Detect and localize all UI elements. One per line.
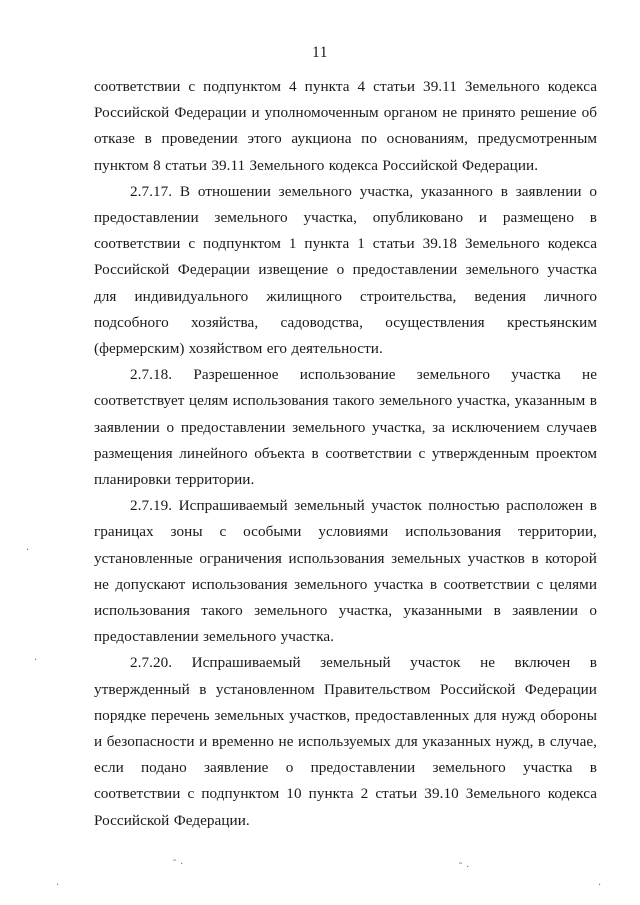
scan-speck: · <box>56 880 60 891</box>
page-number: 11 <box>312 44 328 61</box>
scan-speck: · <box>34 655 38 666</box>
paragraph-2-7-20: 2.7.20. Испрашиваемый земельный участок не включен в утвержденный в установленном Правительством Российской Федерации порядке перечень земельных участков, предоставленных для нужд обороны и безопасности и временно не используемых для указанных нужд, в случае, если подано заявление о предоставлении земельного участка в соответствии с подпунктом 10 пункта 2 статьи 39.10 Земельного кодекса Российской Федерации. <box>94 654 597 829</box>
scan-speck: · <box>26 545 30 556</box>
paragraph-2-7-17: 2.7.17. В отношении земельного участка, указанного в заявлении о предоставлении земельного участка, опубликовано и размещено в соответствии с подпунктом 1 пункта 1 статьи 39.18 Земельного кодекса Российской Федерации извещение о предоставлении земельного участка для индивидуального жилищного строительства, ведения личного подсобного хозяйства, садоводства, осуществления крестьянским (фермерским) хозяйством его деятельности. <box>94 182 597 358</box>
scan-speck: ˜ · <box>172 859 184 870</box>
paragraph-continuation: соответствии с подпунктом 4 пункта 4 статьи 39.11 Земельного кодекса Российской Федерации и уполномоченным органом не принято решение об отказе в проведении этого аукциона по основаниям, предусмотренным пунктом 8 статьи 39.11 Земельного кодекса Российской Федерации. <box>94 78 597 174</box>
scan-speck: · <box>598 880 602 891</box>
scan-speck: ˜ · <box>458 862 470 873</box>
paragraph-2-7-18: 2.7.18. Разрешенное использование земельного участка не соответствует целям использования такого земельного участка, указанным в заявлении о предоставлении земельного участка, за исключением случаев размещения линейного объекта в соответствии с утвержденным проектом планировки территории. <box>94 366 597 489</box>
paragraph-2-7-19: 2.7.19. Испрашиваемый земельный участок полностью расположен в границах зоны с особыми условиями использования территории, установленные ограничения использования земельных участков в которой не допускают использования земельного участка в соответствии с целями использования такого земельного участка, указанными в заявлении о предоставлении земельного участка. <box>94 497 597 646</box>
document-body <box>94 74 597 834</box>
